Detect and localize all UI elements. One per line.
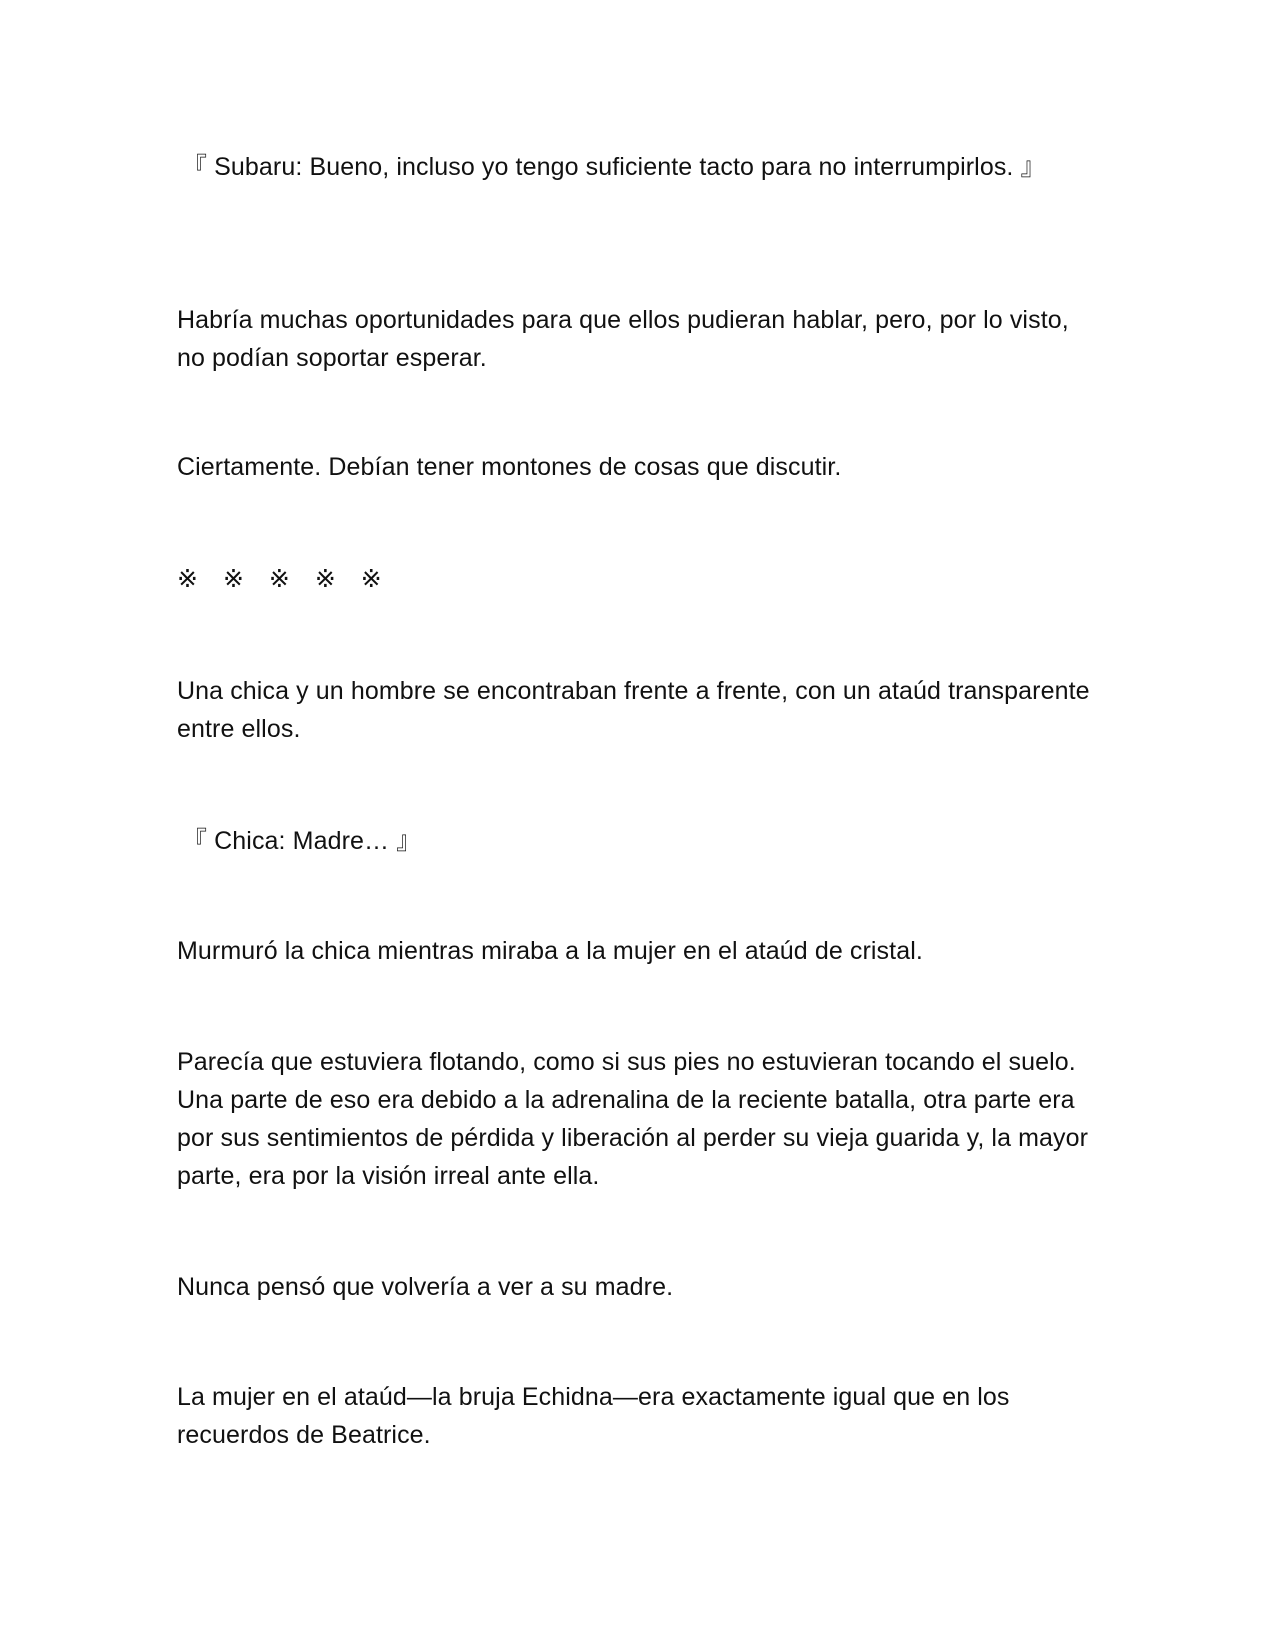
scene-break: ※ ※ ※ ※ ※ [177, 565, 382, 593]
dialogue-chica: 『 Chica: Madre… 』 [182, 827, 422, 855]
paragraph-girl-and-man: Una chica y un hombre se encontraban frente a frente, con un ataúd transparente entre ellos. [177, 677, 1090, 743]
paragraph-floating: Parecía que estuviera flotando, como si sus pies no estuvieran tocando el suelo. Una parte de eso era debido a la adrenalina de la reciente batalla, otra parte era por sus sentimientos de pérdida y liberación al perder su vieja guarida y, la mayor parte, era por la visión irreal ante ella. [177, 1048, 1089, 1190]
paragraph-certainly: Ciertamente. Debían tener montones de cosas que discutir. [177, 453, 842, 481]
paragraph-opportunities: Habría muchas oportunidades para que ellos pudieran hablar, pero, por lo visto, no podían soportar esperar. [177, 306, 1069, 372]
paragraph-echidna: La mujer en el ataúd—la bruja Echidna—era exactamente igual que en los recuerdos de Beatrice. [177, 1383, 1010, 1449]
paragraph-murmured: Murmuró la chica mientras miraba a la mujer en el ataúd de cristal. [177, 937, 923, 965]
dialogue-subaru: 『 Subaru: Bueno, incluso yo tengo suficiente tacto para no interrumpirlos. 』 [182, 153, 1046, 181]
paragraph-mother: Nunca pensó que volvería a ver a su madre. [177, 1273, 674, 1301]
